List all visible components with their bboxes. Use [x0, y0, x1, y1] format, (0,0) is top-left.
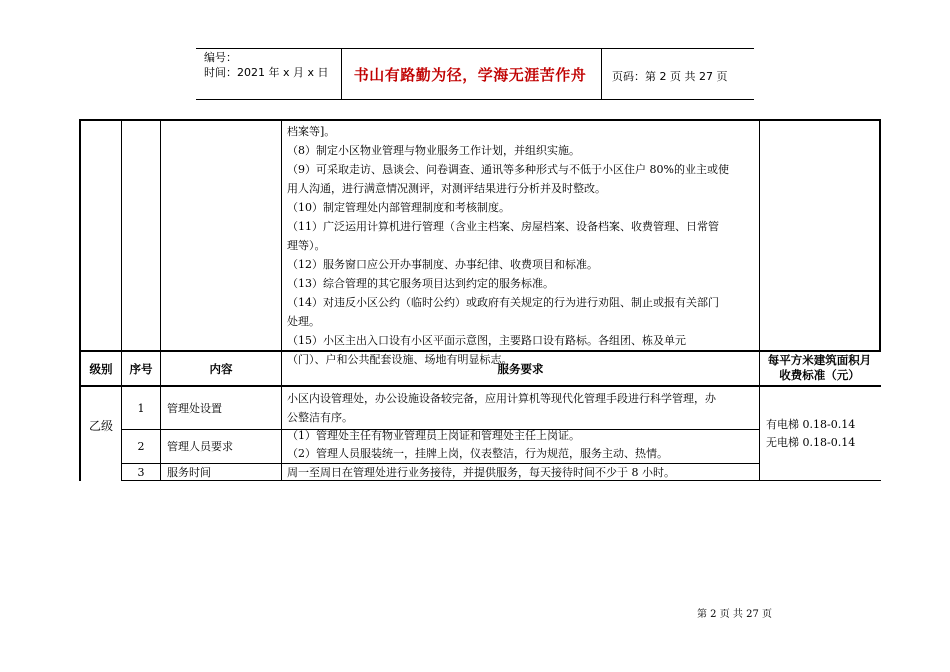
column-header-level: 级别 — [89, 362, 113, 376]
row-requirement — [287, 389, 716, 427]
continued-requirements — [287, 122, 729, 369]
fee-cell — [766, 416, 855, 452]
table-border-top — [79, 119, 881, 121]
requirement-line: （门）、户和公共配套设施、场地有明显标志。 — [287, 353, 513, 366]
column-header-fee — [760, 353, 879, 383]
requirement-line: （11）广泛运用计算机进行管理（含业主档案、房屋档案、设备档案、收费管理、日常管 — [287, 220, 719, 233]
table-border-right — [879, 119, 881, 350]
column-header-content: 内容 — [209, 362, 233, 376]
row-content: 管理人员要求 — [167, 440, 233, 453]
column-line — [759, 119, 760, 481]
header-row-bottom-border — [79, 385, 881, 387]
column-line — [281, 119, 282, 481]
requirement-line: （2）管理人员服装统一，挂牌上岗，仪表整洁，行为规范，服务主动、热情。 — [287, 447, 668, 460]
document-number-label: 编号： — [204, 51, 237, 64]
fee-header-line: 收费标准（元） — [779, 368, 860, 382]
requirement-line: 档案等]。 — [287, 125, 336, 138]
requirement-line: 理等）。 — [287, 239, 326, 252]
requirement-line: （12）服务窗口应公开办事制度、办事纪律、收费项目和标准。 — [287, 258, 598, 271]
requirement-line: （8）制定小区物业管理与物业服务工作计划，并组织实施。 — [287, 144, 580, 157]
row-seq: 1 — [137, 402, 145, 415]
row-requirement — [287, 427, 668, 463]
row-seq: 2 — [137, 440, 145, 453]
column-line — [160, 119, 161, 481]
requirement-line: 周一至周日在管理处进行业务接待，并提供服务，每天接待时间不少于 8 小时。 — [287, 466, 675, 479]
row-requirement — [287, 463, 675, 482]
column-header-requirement: 服务要求 — [497, 362, 544, 376]
row-content: 管理处设置 — [167, 402, 222, 415]
header-divider — [601, 49, 602, 99]
requirement-line: （1）管理处主任有物业管理员上岗证和管理处主任上岗证。 — [287, 429, 580, 442]
requirement-line: （14）对违反小区公约（临时公约）或政府有关规定的行为进行劝阻、制止或报有关部门 — [287, 296, 719, 309]
requirement-line: 小区内设管理处，办公设施设备较完备，应用计算机等现代化管理手段进行科学管理，办 — [287, 392, 716, 405]
requirement-line: （13）综合管理的其它服务项目达到约定的服务标准。 — [287, 277, 554, 290]
requirement-line: 处理。 — [287, 315, 320, 328]
fee-header-line: 每平方米建筑面积月 — [767, 353, 872, 367]
requirement-line: （10）制定管理处内部管理制度和考核制度。 — [287, 201, 510, 214]
row-seq: 3 — [137, 466, 145, 479]
requirement-line: 公整洁有序。 — [287, 411, 353, 424]
column-header-seq: 序号 — [129, 362, 153, 376]
column-line — [121, 119, 122, 481]
requirement-line: （15）小区主出入口设有小区平面示意图，主要路口设有路标。各组团、栋及单元 — [287, 334, 686, 347]
level-cell: 乙级 — [88, 419, 113, 433]
requirement-line: 用人沟通，进行满意情况测评，对测评结果进行分析并及时整改。 — [287, 182, 606, 195]
header-page-info: 页码：第 2 页 共 27 页 — [612, 70, 728, 83]
service-standard-table — [79, 119, 881, 481]
row-content: 服务时间 — [167, 466, 211, 479]
page-header — [196, 48, 754, 100]
requirement-line: （9）可采取走访、恳谈会、问卷调查、通讯等多种形式与不低于小区住户 80%的业主或使 — [287, 163, 729, 176]
document-date: 时间：2021 年 x 月 x 日 — [204, 66, 329, 79]
header-motto: 书山有路勤为径，学海无涯苦作舟 — [353, 65, 587, 84]
fee-with-elevator: 有电梯 0.18-0.14 — [766, 418, 856, 431]
fee-without-elevator: 无电梯 0.18-0.14 — [766, 436, 856, 449]
page-footer: 第 2 页 共 27 页 — [697, 609, 772, 620]
